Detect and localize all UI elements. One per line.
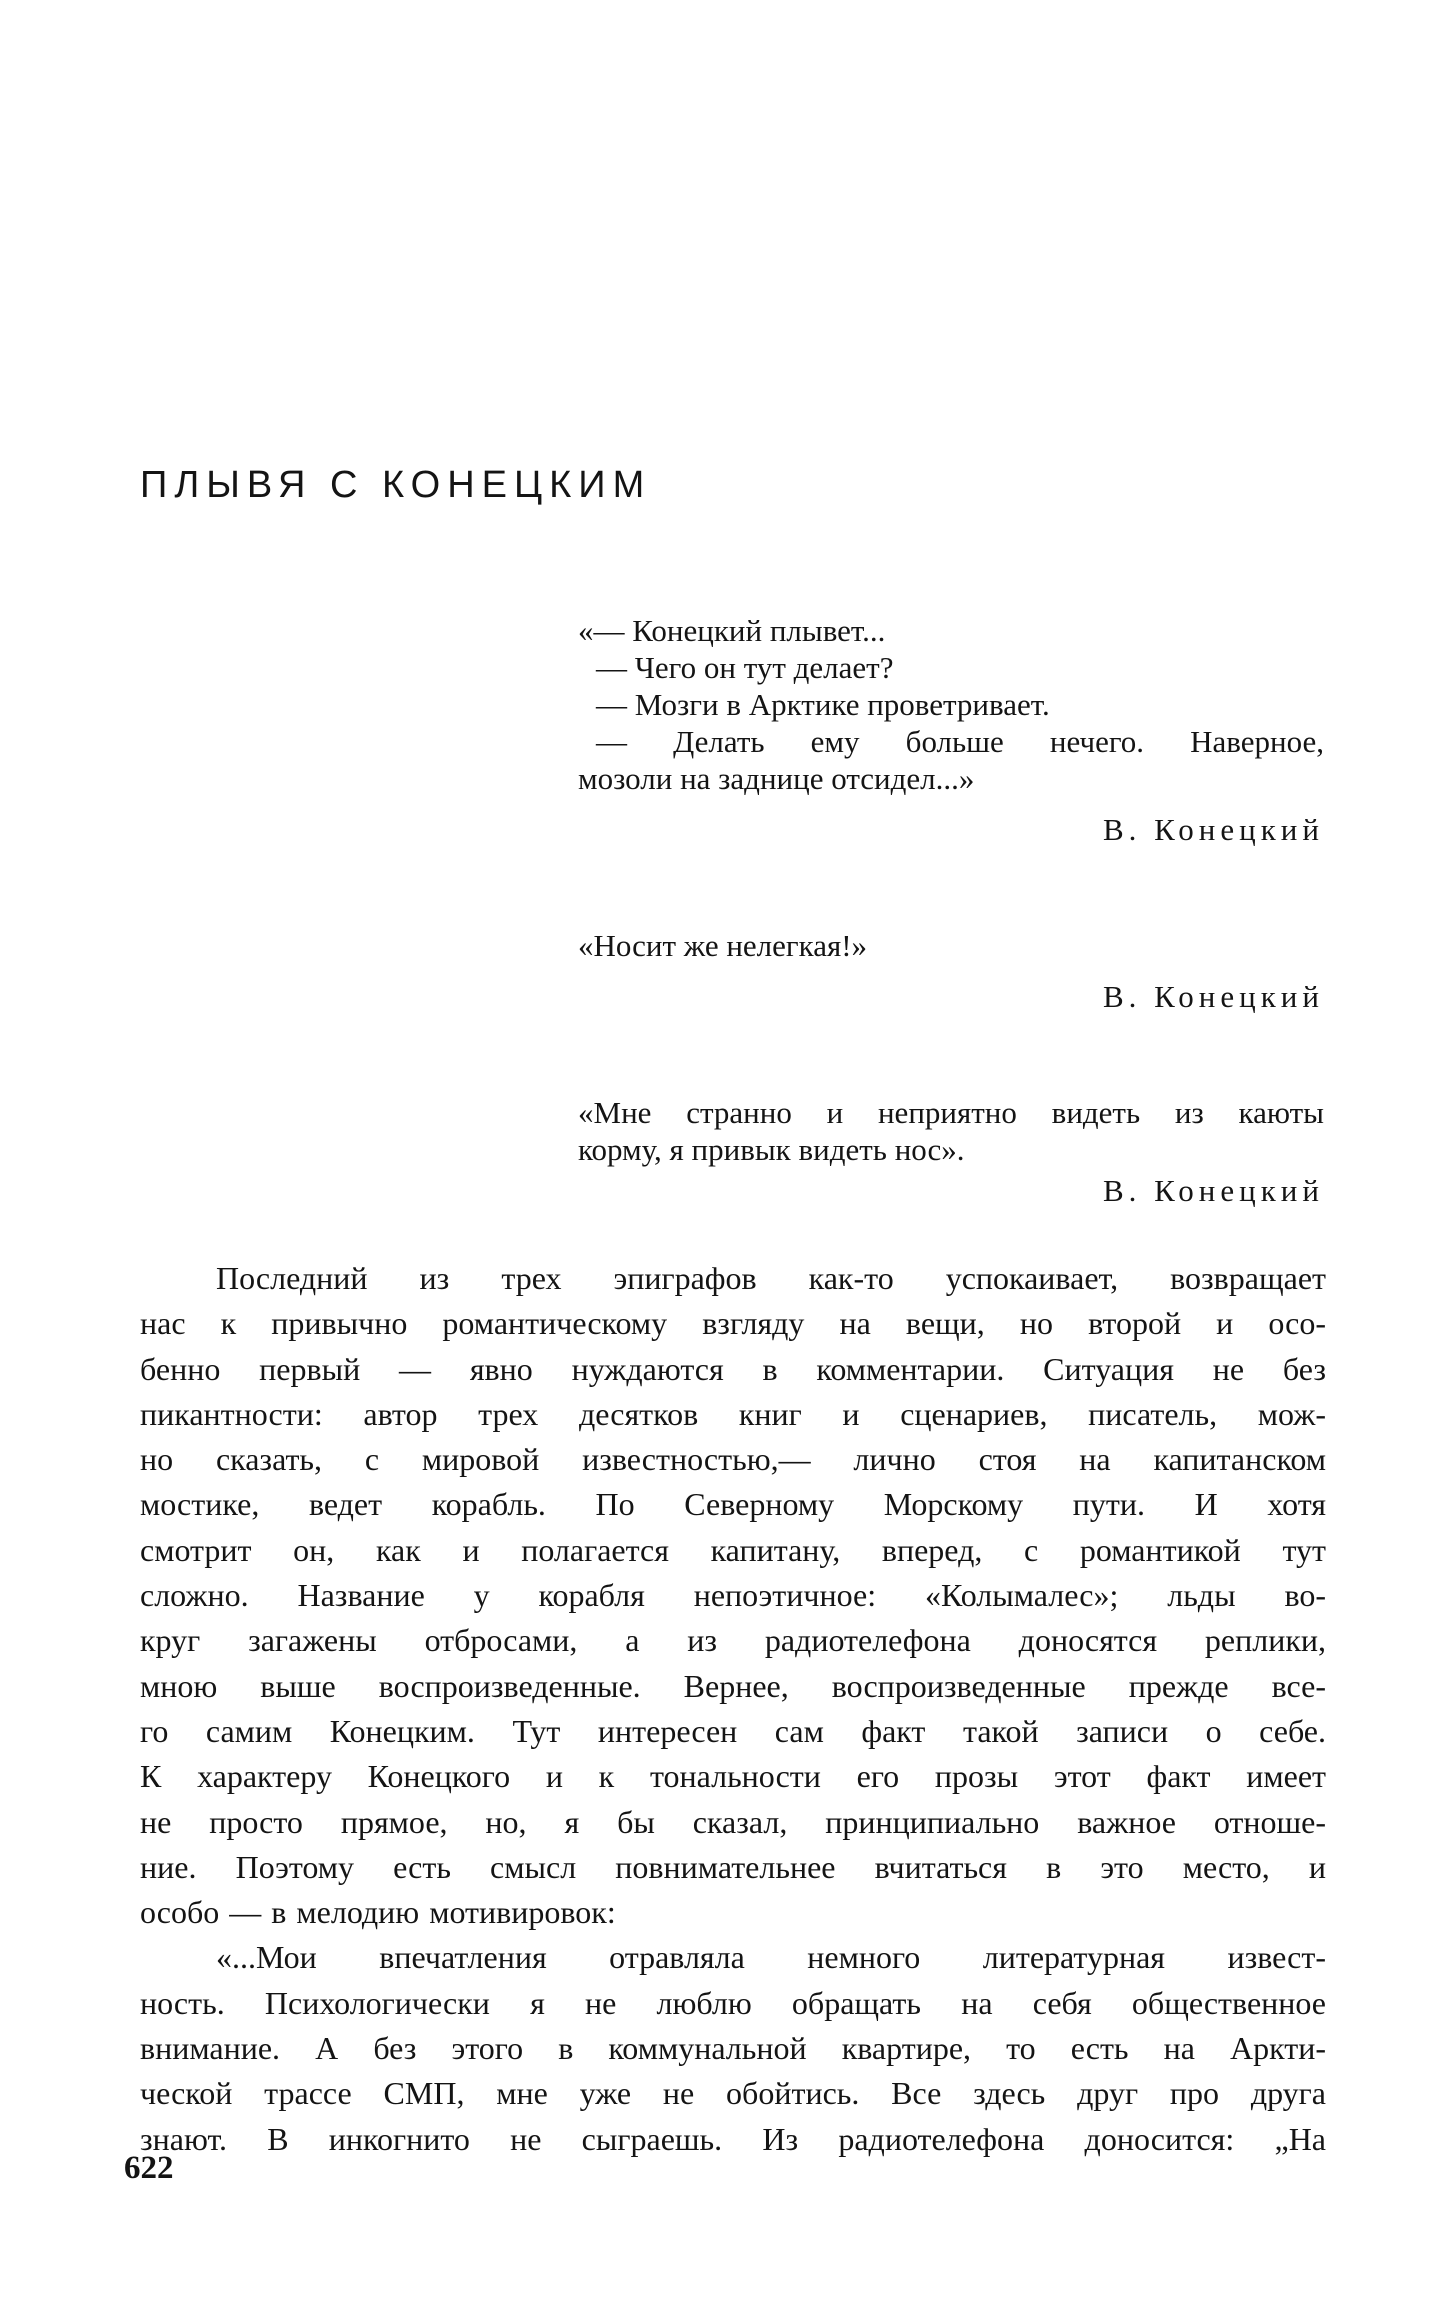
epigraph-1 xyxy=(578,612,1324,848)
chapter-title: ПЛЫВЯ С КОНЕЦКИМ xyxy=(140,464,652,506)
text-line: ность. Психологически я не люблю обращать на себя общественное xyxy=(140,1984,1326,2021)
epigraph-line: «— Конецкий плывет... xyxy=(578,613,886,648)
text-line: не просто прямое, но, я бы сказал, принципиально важное отноше- xyxy=(140,1803,1326,1840)
text-line: внимание. А без этого в коммунальной квартире, то есть на Аркти- xyxy=(140,2030,1326,2067)
text-line: нас к привычно романтическому взгляду на вещи, но второй и осо- xyxy=(140,1305,1326,1342)
epigraph-line: «Мне странно и неприятно видеть из каюты xyxy=(578,1095,1324,1130)
epigraph-line: корму, я привык видеть нос». xyxy=(578,1132,965,1167)
text-line: мостике, ведет корабль. По Северному Морскому пути. И хотя xyxy=(140,1486,1326,1523)
epigraph-line: — Делать ему больше нечего. Наверное, xyxy=(596,724,1324,759)
text-line: го самим Конецким. Тут интересен сам факт такой записи о себе. xyxy=(140,1712,1326,1749)
text-line: круг загажены отбросами, а из радиотелефона доносятся реплики, xyxy=(140,1622,1326,1659)
text-line: ние. Поэтому есть смысл повнимательнее вчитаться в это место, и xyxy=(140,1848,1326,1885)
text-line: смотрит он, как и полагается капитану, вперед, с романтикой тут xyxy=(140,1531,1326,1568)
epigraph-line: «Носит же нелегкая!» xyxy=(578,928,868,963)
text-line: бенно первый — явно нуждаются в комментарии. Ситуация не без xyxy=(140,1350,1326,1387)
epigraph-author: В. Конецкий xyxy=(1103,979,1324,1014)
text-line: К характеру Конецкого и к тональности его прозы этот факт имеет xyxy=(140,1758,1326,1795)
text-line: мною выше воспроизведенные. Вернее, воспроизведенные прежде все- xyxy=(140,1667,1326,1704)
text-line: сложно. Название у корабля непоэтичное: «Колымалес»; льды во- xyxy=(140,1577,1326,1614)
epigraph-line: — Мозги в Арктике проветривает. xyxy=(596,687,1050,722)
epigraph-author: В. Конецкий xyxy=(1103,812,1324,847)
text-line: особо — в мелодию мотивировок: xyxy=(140,1894,616,1931)
epigraphs xyxy=(578,612,1324,1209)
text-line: но сказать, с мировой известностью,— лично стоя на капитанском xyxy=(140,1441,1326,1478)
epigraph-author: В. Конецкий xyxy=(1103,1173,1324,1208)
epigraph-line: — Чего он тут делает? xyxy=(596,650,894,685)
epigraph-3 xyxy=(578,1094,1324,1209)
text-line: Последний из трех эпиграфов как-то успокаивает, возвращает xyxy=(216,1260,1326,1296)
text-line: пикантности: автор трех десятков книг и сценариев, писатель, мож- xyxy=(140,1395,1326,1432)
page-number: 622 xyxy=(124,2150,174,2186)
text-line: ческой трассе СМП, мне уже не обойтись. Все здесь друг про друга xyxy=(140,2075,1326,2112)
text-line: знают. В инкогнито не сыграешь. Из радиотелефона доносится: „На xyxy=(140,2120,1326,2157)
body-text xyxy=(140,1256,1326,2162)
text-line: «...Мои впечатления отравляла немного литературная извест- xyxy=(216,1939,1326,1976)
epigraph-2 xyxy=(578,927,1324,1015)
epigraph-line: мозоли на заднице отсидел...» xyxy=(578,761,975,796)
